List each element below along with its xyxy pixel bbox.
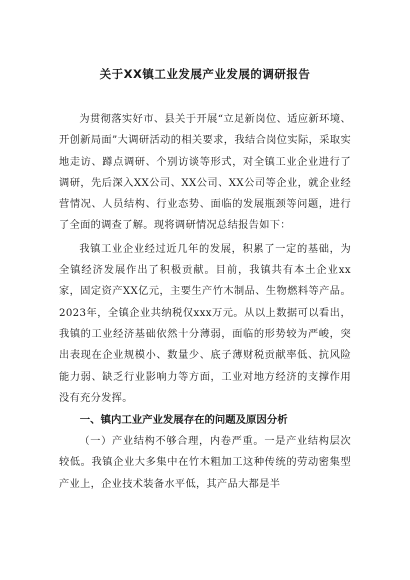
section-paragraph: （一）产业结构不够合理，内卷严重。一是产业结构层次较低。我镇企业大多集中在竹木粗加工这种传统的劳动密集型产业上，企业技术装备水平低，其产品大都是半 [59, 436, 351, 490]
section-heading: 一、镇内工业产业发展存在的问题及原因分析 [79, 414, 288, 427]
document-title: 关于XX镇工业发展产业发展的调研报告 [99, 67, 311, 81]
intro-paragraph: 为贯彻落实好市、县关于开展“立足新岗位、适应新环境、开创新局面”大调研活动的相关要求，我结合岗位实际，采取实地走访、蹲点调研、个别访谈等形式，对全镇工业企业进行了调研，先后深入XX公司、XX公司、XX公司等企业，就企业经营情况、人员结构、行业态势、面临的发展瓶颈等问题，进行了全面的调查了解。现将调研情况总结报告如下： [59, 114, 351, 232]
overview-paragraph: 我镇工业企业经过近几年的发展，积累了一定的基础，为全镇经济发展作出了积极贡献。目前，我镇共有本土企业xx家，固定资产XX亿元，主要生产竹木制品、生物燃料等产品。2023年，全镇企业共纳税仅xxx万元。从以上数据可以看出，我镇的工业经济基础依然十分薄弱，面临的形势较为严峻，突出表现在企业规模小、数量少、底子薄财税贡献率低、抗风险能力弱、缺乏行业影响力等方面，工业对地方经济的支撑作用没有充分发挥。 [59, 243, 351, 404]
